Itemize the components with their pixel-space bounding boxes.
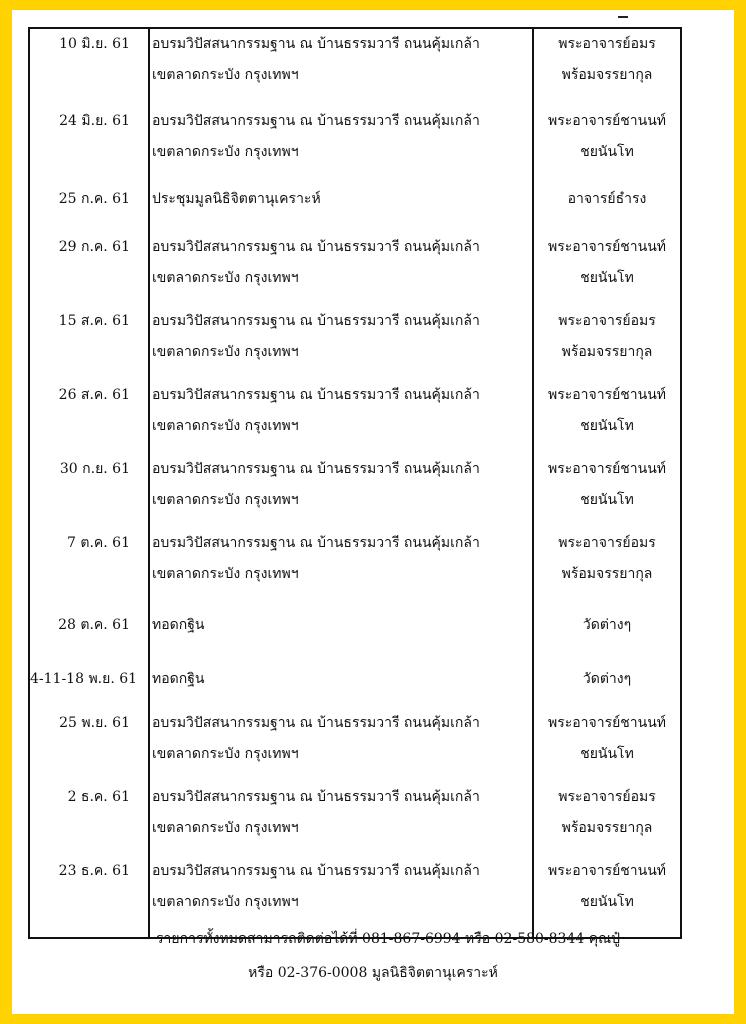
activity-line: อบรมวิปัสสนากรรมฐาน ณ บ้านธรรมวารี ถนนคุ้มเกล้า <box>152 313 480 329</box>
event-date: 26 ส.ค. 61 <box>29 380 149 454</box>
table-row <box>29 184 681 232</box>
activity-line: เขตลาดกระบัง กรุงเทพฯ <box>152 492 299 508</box>
event-date: 23 ธ.ค. 61 <box>29 856 149 938</box>
footer-contact-line-2: หรือ 02-376-0008 มูลนิธิจิตตานุเคราะห์ <box>248 965 498 981</box>
table-row <box>29 610 681 664</box>
activity-line: เขตลาดกระบัง กรุงเทพฯ <box>152 270 299 286</box>
event-activity <box>149 664 533 708</box>
speaker-line: วัดต่างๆ <box>582 617 632 633</box>
activity-line: อบรมวิปัสสนากรรมฐาน ณ บ้านธรรมวารี ถนนคุ้มเกล้า <box>152 789 480 805</box>
event-activity <box>149 232 533 306</box>
activity-line: เขตลาดกระบัง กรุงเทพฯ <box>152 566 299 582</box>
event-speaker <box>533 610 681 664</box>
speaker-line: พระอาจารย์ชานนท์ <box>547 715 667 731</box>
event-activity <box>149 610 533 664</box>
event-speaker <box>533 306 681 380</box>
event-date: 4-11-18 พ.ย. 61 <box>29 664 149 708</box>
table-row <box>29 708 681 782</box>
activity-line: อบรมวิปัสสนากรรมฐาน ณ บ้านธรรมวารี ถนนคุ้มเกล้า <box>152 461 480 477</box>
activity-line: เขตลาดกระบัง กรุงเทพฯ <box>152 894 299 910</box>
speaker-line: วัดต่างๆ <box>582 671 632 687</box>
event-activity <box>149 184 533 232</box>
activity-line: เขตลาดกระบัง กรุงเทพฯ <box>152 820 299 836</box>
speaker-line: พร้อมจรรยากุล <box>561 67 653 83</box>
event-date: 15 ส.ค. 61 <box>29 306 149 380</box>
activity-line: อบรมวิปัสสนากรรมฐาน ณ บ้านธรรมวารี ถนนคุ้มเกล้า <box>152 863 480 879</box>
event-activity <box>149 28 533 106</box>
event-activity <box>149 782 533 856</box>
event-speaker <box>533 856 681 938</box>
event-date: 2 ธ.ค. 61 <box>29 782 149 856</box>
event-date: 29 ก.ค. 61 <box>29 232 149 306</box>
event-date: 30 ก.ย. 61 <box>29 454 149 528</box>
speaker-line: พร้อมจรรยากุล <box>561 566 653 582</box>
event-date: 7 ต.ค. 61 <box>29 528 149 610</box>
speaker-line: พร้อมจรรยากุล <box>561 344 653 360</box>
activity-line: อบรมวิปัสสนากรรมฐาน ณ บ้านธรรมวารี ถนนคุ้มเกล้า <box>152 715 480 731</box>
activity-line: เขตลาดกระบัง กรุงเทพฯ <box>152 344 299 360</box>
table-row <box>29 664 681 708</box>
activity-line: อบรมวิปัสสนากรรมฐาน ณ บ้านธรรมวารี ถนนคุ้มเกล้า <box>152 535 480 551</box>
activity-line: ประชุมมูลนิธิจิตตานุเคราะห์ <box>152 191 321 207</box>
speaker-line: ชยนันโท <box>580 492 634 508</box>
speaker-line: พระอาจารย์อมร <box>558 789 656 805</box>
activity-line: เขตลาดกระบัง กรุงเทพฯ <box>152 144 299 160</box>
table-row <box>29 454 681 528</box>
speaker-line: ชยนันโท <box>580 418 634 434</box>
speaker-line: ชยนันโท <box>580 270 634 286</box>
event-activity <box>149 856 533 938</box>
speaker-line: พร้อมจรรยากุล <box>561 820 653 836</box>
speaker-line: ชยนันโท <box>580 894 634 910</box>
event-activity <box>149 454 533 528</box>
event-speaker <box>533 380 681 454</box>
speaker-line: พระอาจารย์ชานนท์ <box>547 113 667 129</box>
event-activity <box>149 306 533 380</box>
activity-line: เขตลาดกระบัง กรุงเทพฯ <box>152 418 299 434</box>
event-activity <box>149 380 533 454</box>
activity-line: ทอดกฐิน <box>152 671 205 687</box>
table-row <box>29 306 681 380</box>
speaker-line: พระอาจารย์ชานนท์ <box>547 239 667 255</box>
event-speaker <box>533 528 681 610</box>
activity-line: อบรมวิปัสสนากรรมฐาน ณ บ้านธรรมวารี ถนนคุ้มเกล้า <box>152 387 480 403</box>
speaker-line: พระอาจารย์ชานนท์ <box>547 461 667 477</box>
table-row <box>29 380 681 454</box>
table-row <box>29 28 681 106</box>
event-speaker <box>533 782 681 856</box>
event-activity <box>149 106 533 184</box>
activity-line: อบรมวิปัสสนากรรมฐาน ณ บ้านธรรมวารี ถนนคุ้มเกล้า <box>152 113 480 129</box>
event-date: 10 มิ.ย. 61 <box>29 28 149 106</box>
footer-contact-line-1: รายการทั้งหมดสามารถติดต่อได้ที่ 081-867-6994 หรือ 02-580-8344 คุณปู๋ <box>156 931 620 947</box>
speaker-line: พระอาจารย์อมร <box>558 313 656 329</box>
event-speaker <box>533 28 681 106</box>
activity-line: เขตลาดกระบัง กรุงเทพฯ <box>152 746 299 762</box>
activity-line: ทอดกฐิน <box>152 617 205 633</box>
activity-line: เขตลาดกระบัง กรุงเทพฯ <box>152 67 299 83</box>
event-activity <box>149 528 533 610</box>
event-date: 28 ต.ค. 61 <box>29 610 149 664</box>
event-activity <box>149 708 533 782</box>
schedule-table <box>28 27 682 939</box>
speaker-line: พระอาจารย์ชานนท์ <box>547 863 667 879</box>
event-date: 25 พ.ย. 61 <box>29 708 149 782</box>
activity-line: อบรมวิปัสสนากรรมฐาน ณ บ้านธรรมวารี ถนนคุ้มเกล้า <box>152 239 480 255</box>
table-row <box>29 232 681 306</box>
event-speaker <box>533 454 681 528</box>
scan-mark <box>618 16 628 18</box>
activity-line: อบรมวิปัสสนากรรมฐาน ณ บ้านธรรมวารี ถนนคุ้มเกล้า <box>152 36 480 52</box>
table-row <box>29 106 681 184</box>
event-speaker <box>533 184 681 232</box>
event-speaker <box>533 106 681 184</box>
event-date: 25 ก.ค. 61 <box>29 184 149 232</box>
speaker-line: ชยนันโท <box>580 746 634 762</box>
speaker-line: พระอาจารย์ชานนท์ <box>547 387 667 403</box>
speaker-line: พระอาจารย์อมร <box>558 535 656 551</box>
speaker-line: ชยนันโท <box>580 144 634 160</box>
event-speaker <box>533 232 681 306</box>
speaker-line: อาจารย์ธำรง <box>567 191 647 207</box>
event-speaker <box>533 708 681 782</box>
speaker-line: พระอาจารย์อมร <box>558 36 656 52</box>
event-speaker <box>533 664 681 708</box>
table-row <box>29 782 681 856</box>
table-row <box>29 856 681 938</box>
table-row <box>29 528 681 610</box>
event-date: 24 มิ.ย. 61 <box>29 106 149 184</box>
